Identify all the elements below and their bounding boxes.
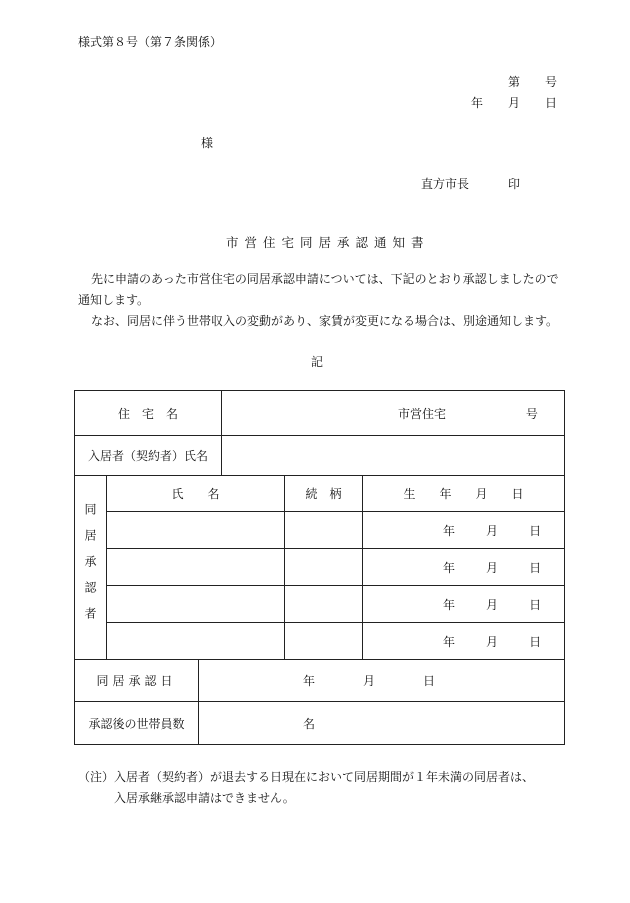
housing-number-suffix: 号 [525,406,538,421]
cohabitant-group-label: 同居承認者 [75,476,107,660]
cohabitant-birth-cell: 年 月 日 [363,623,565,660]
addressee-suffix: 様 [201,136,214,150]
cohabitant-name-cell [107,623,285,660]
cohabitant-relation-cell [285,586,363,623]
note-line-2: 入居承継承認申請はできません。 [114,791,295,805]
table-row [75,586,565,623]
col-header-birthdate: 生 年 月 日 [363,476,565,512]
doc-number-label: 第 [508,75,521,89]
ki-label: 記 [311,355,324,369]
cohabitant-name-cell [107,586,285,623]
table-row [75,549,565,586]
note-line-1: （注）入居者（契約者）が退去する日現在において同居期間が１年未満の同居者は、 [78,770,535,784]
cohabitant-name-cell [107,512,285,549]
housing-name-prefix: 市営住宅 [398,406,447,421]
notice-table [74,390,565,745]
date-day: 日 [545,96,558,110]
tenant-name-value [222,436,565,476]
cohabitant-relation-cell [285,512,363,549]
housing-name-label: 住 宅 名 [75,391,222,436]
issuer-seal: 印 [508,177,521,191]
cohabitant-birth-cell: 年 月 日 [363,512,565,549]
table-row [75,623,565,660]
cohabitant-birth-cell: 年 月 日 [363,586,565,623]
col-header-name: 氏 名 [107,476,285,512]
issuer-name: 直方市長 [421,177,470,191]
cohabitant-relation-cell [285,623,363,660]
body-paragraph-1-line-2: 通知します。 [78,293,150,307]
date-year: 年 [471,96,484,110]
date-month: 月 [508,96,521,110]
body-paragraph-2: なお、同居に伴う世帯収入の変動があり、家賃が変更になる場合は、別途通知します。 [91,314,559,328]
household-members-value: 名 [199,702,565,745]
document-title: 市営住宅同居承認通知書 [226,235,430,250]
cohabitant-relation-cell [285,549,363,586]
doc-number-suffix: 号 [545,75,558,89]
tenant-name-label: 入居者（契約者）氏名 [75,436,222,476]
cohabitant-birth-cell: 年 月 日 [363,549,565,586]
approval-date-label: 同居承認日 [75,660,199,702]
household-members-label: 承認後の世帯員数 [75,702,199,745]
table-row [75,512,565,549]
body-paragraph-1-line-1: 先に申請のあった市営住宅の同居承認申請については、下記のとおり承認しましたので [91,272,559,286]
approval-date-value: 年 月 日 [199,660,565,702]
form-number: 様式第８号（第７条関係） [78,35,223,49]
col-header-relation: 続 柄 [285,476,363,512]
housing-name-value [222,391,565,436]
cohabitant-name-cell [107,549,285,586]
